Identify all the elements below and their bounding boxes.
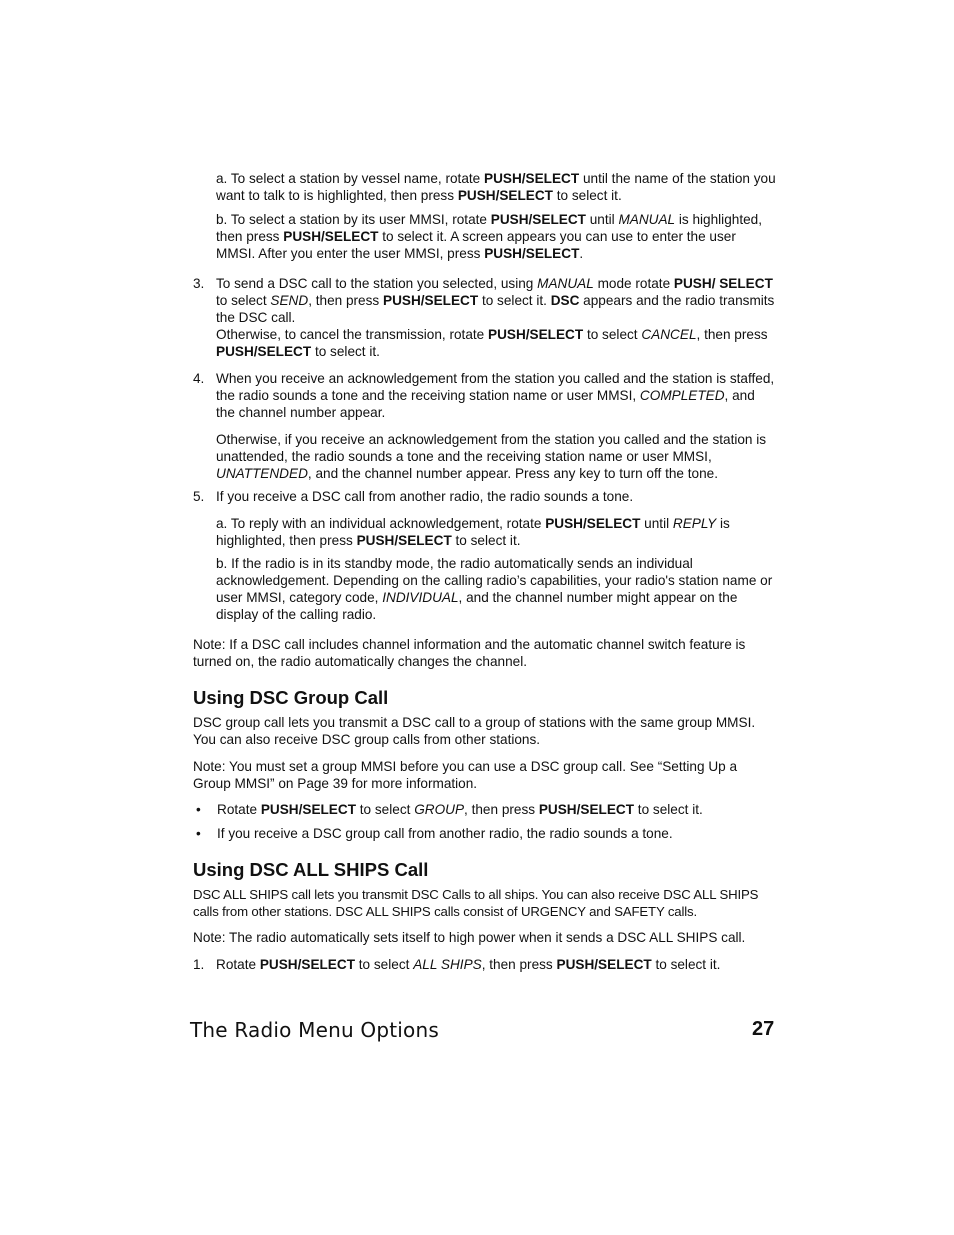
substep-b-user-mmsi: b. To select a station by its user MMSI, rotate PUSH/SELECT until MANUAL is highlighted, then press PUSH/SELECT to select it. A screen appears you can use to enter the user MMSI. After you enter the user MMSI, press PUSH/SELECT.	[216, 212, 762, 261]
all-ships-intro: DSC ALL SHIPS call lets you transmit DSC Calls to all ships. You can also receive DSC ALL SHIPS calls from other stations. DSC ALL SHIPS calls consist of URGENCY and SAFETY calls.	[193, 887, 759, 919]
footer-page-number: 27	[752, 1018, 775, 1040]
step-number-4: 4.	[193, 371, 205, 386]
substep-a-vessel-name: a. To select a station by vessel name, rotate PUSH/SELECT until the name of the station you want to talk to is highlighted, then press PUSH/SELECT to select it.	[216, 171, 776, 203]
group-bullet-rotate: Rotate PUSH/SELECT to select GROUP, then press PUSH/SELECT to select it.	[217, 802, 703, 817]
step-number-3: 3.	[193, 276, 205, 291]
note-channel-switch: Note: If a DSC call includes channel information and the automatic channel switch feature is turned on, the radio automatically changes the channel.	[193, 637, 746, 669]
all-ships-step-number-1: 1.	[193, 957, 205, 972]
step-4-unattended: Otherwise, if you receive an acknowledgement from the station you called and the station is unattended, the radio sounds a tone and the receiving station name or user MMSI, UNATTENDED, and the channel number appear. Press any key to turn off the tone.	[216, 432, 767, 481]
step-number-5: 5.	[193, 489, 205, 504]
substep-a-reply: a. To reply with an individual acknowledgement, rotate PUSH/SELECT until REPLY is highlighted, then press PUSH/SELECT to select it.	[216, 516, 730, 548]
group-call-note: Note: You must set a group MMSI before you can use a DSC group call. See “Setting Up a Group MMSI” on Page 39 for more information.	[193, 759, 738, 791]
step-3-send-dsc-call: To send a DSC call to the station you selected, using MANUAL mode rotate PUSH/ SELECT to select SEND, then press PUSH/SELECT to select it. DSC appears and the radio transmits the DSC call. Otherwise, to cancel the transmission, rotate PUSH/SELECT to select CANCEL, then press PUSH/SELECT to select it.	[216, 276, 775, 359]
heading-dsc-all-ships-call: Using DSC ALL SHIPS Call	[193, 859, 429, 880]
group-bullet-receive: If you receive a DSC group call from another radio, the radio sounds a tone.	[217, 826, 673, 841]
group-call-intro: DSC group call lets you transmit a DSC call to a group of stations with the same group MMSI. You can also receive DSC group calls from other stations.	[193, 715, 756, 747]
substep-b-standby: b. If the radio is in its standby mode, the radio automatically sends an individual acknowledgement. Depending on the calling radio’s capabilities, your radio's station name or user MMSI, category code, INDIVIDUAL, and the channel number might appear on the display of the calling radio.	[216, 556, 773, 622]
heading-dsc-group-call: Using DSC Group Call	[193, 687, 389, 708]
step-5-receive-call: If you receive a DSC call from another radio, the radio sounds a tone.	[216, 489, 634, 504]
step-4-acknowledgement: When you receive an acknowledgement from the station you called and the station is staffed, the radio sounds a tone and the receiving station name or user MMSI, COMPLETED, and the channel number appear.	[216, 371, 775, 420]
all-ships-note: Note: The radio automatically sets itself to high power when it sends a DSC ALL SHIPS call.	[193, 930, 746, 945]
bullet-2: •	[196, 826, 201, 841]
bullet-1: •	[196, 802, 201, 817]
footer-section-title: The Radio Menu Options	[190, 1018, 439, 1042]
all-ships-step-1: Rotate PUSH/SELECT to select ALL SHIPS, then press PUSH/SELECT to select it.	[216, 957, 721, 972]
